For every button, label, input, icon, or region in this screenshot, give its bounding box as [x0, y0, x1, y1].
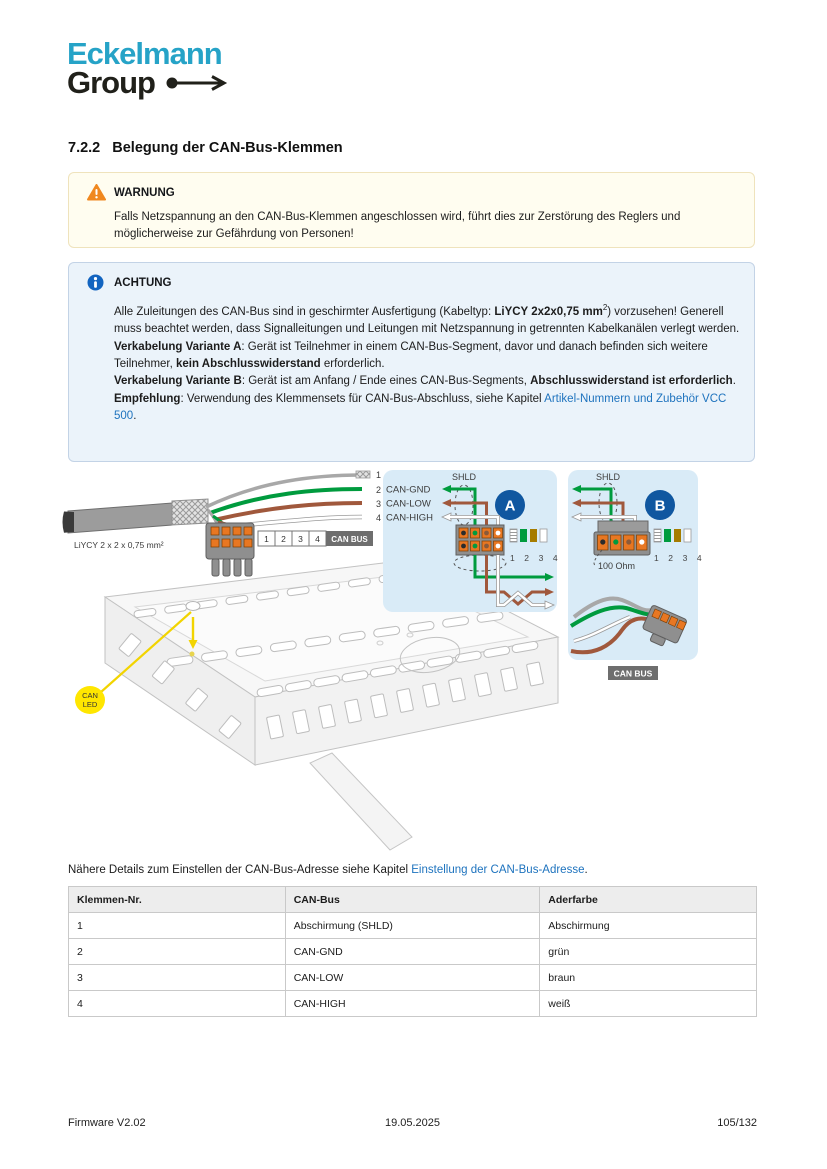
- text-segment: Verkabelung Variante A: [114, 340, 242, 353]
- section-number: 7.2.2: [68, 140, 101, 156]
- logo-word-group: Group: [67, 65, 155, 100]
- can-led-label-1: CAN: [82, 691, 98, 700]
- table-cell: CAN-LOW: [285, 965, 540, 991]
- text-segment: .: [133, 410, 137, 423]
- shld-label-a: SHLD: [451, 472, 477, 482]
- table-cell: braun: [540, 965, 757, 991]
- info-icon: [87, 274, 104, 296]
- cable-type-label: LiYCY 2 x 2 x 0,75 mm²: [74, 540, 164, 550]
- terminal-strip-label: [258, 531, 373, 546]
- table-row: [69, 939, 757, 965]
- wire-number-3: 3: [376, 499, 382, 509]
- wire-label-can-low: CAN-LOW: [386, 498, 431, 510]
- text-segment: : Gerät ist am Anfang / Ende eines CAN-Bus-Segments,: [241, 375, 531, 388]
- can-led-label-2: LED: [82, 700, 98, 709]
- text-segment: erforderlich.: [320, 358, 385, 371]
- wire-number-1: 1: [376, 470, 382, 480]
- table-cell: 4: [69, 991, 286, 1017]
- inline-link[interactable]: Einstellung der CAN-Bus-Adresse: [411, 864, 585, 876]
- legend-numbers-a: 1 2 3 4: [510, 553, 562, 563]
- canbus-address-paragraph: [68, 864, 588, 876]
- footer-firmware: Firmware V2.02: [68, 1117, 146, 1129]
- logo-arrow-icon: [165, 74, 231, 92]
- klemmen-table: [68, 886, 757, 1017]
- warning-title: WARNUNG: [114, 187, 175, 199]
- canbus-wiring-diagram: [60, 465, 770, 870]
- table-header-row: [69, 887, 757, 913]
- strip-cell-1: 1: [264, 534, 269, 544]
- text-segment: kein Abschlusswiderstand: [176, 358, 321, 371]
- page-footer: [68, 1117, 757, 1129]
- table-header-cell: Klemmen-Nr.: [69, 887, 286, 913]
- canbus-label-b: [608, 666, 658, 680]
- table-cell: grün: [540, 939, 757, 965]
- logo-word-eckelmann: Eckelmann: [67, 36, 222, 71]
- table-header-cell: Aderfarbe: [540, 887, 757, 913]
- strip-canbus-label: CAN BUS: [331, 535, 368, 544]
- wire-number-2: 2: [376, 485, 382, 495]
- text-segment: Empfehlung: [114, 392, 181, 405]
- can-plug: [206, 523, 254, 576]
- warning-box: [68, 172, 755, 248]
- text-segment: .: [732, 375, 736, 388]
- section-title: Belegung der CAN-Bus-Klemmen: [112, 140, 343, 156]
- table-cell: weiß: [540, 991, 757, 1017]
- warning-body: Falls Netzspannung an den CAN-Bus-Klemmen angeschlossen wird, führt dies zur Zerstörung des Reglers und möglicherweise zur Gefährdung von Personen!: [114, 211, 681, 241]
- strip-cell-4: 4: [315, 534, 320, 544]
- text-segment: Nähere Details zum Einstellen der CAN-Bus-Adresse siehe Kapitel: [68, 864, 412, 876]
- footer-page-number: 105/132: [717, 1117, 758, 1129]
- table-cell: Abschirmung: [540, 913, 757, 939]
- svg-text:CAN BUS: CAN BUS: [613, 668, 653, 679]
- legend-numbers-b: 1 2 3 4: [654, 553, 706, 563]
- notice-title: ACHTUNG: [114, 277, 172, 289]
- warning-triangle-icon: [87, 184, 106, 206]
- shld-label-b: SHLD: [595, 472, 621, 482]
- text-segment: ) vorzusehen! Generell muss beachtet werden, dass Signalleitungen und Leitungen mit Netzspannung in getrennten Kabelkanälen verlegt werden.: [114, 305, 740, 336]
- table-cell: 1: [69, 913, 286, 939]
- variant-b-letter: B: [654, 497, 666, 515]
- company-logo: [67, 38, 231, 98]
- variant-a-letter: A: [504, 497, 516, 515]
- text-segment: Abschlusswiderstand ist erforderlich: [530, 375, 733, 388]
- wire-number-4: 4: [376, 513, 382, 523]
- strip-cell-3: 3: [298, 534, 303, 544]
- text-segment: LiYCY 2x2x0,75 mm: [494, 305, 603, 318]
- text-segment: Verkabelung Variante B: [114, 375, 242, 388]
- table-cell: CAN-GND: [285, 939, 540, 965]
- table-header-cell: CAN-Bus: [285, 887, 540, 913]
- wire-label-can-gnd: CAN-GND: [386, 484, 431, 496]
- table-cell: 3: [69, 965, 286, 991]
- section-heading: [68, 140, 343, 156]
- notice-box: [68, 262, 755, 462]
- table-cell: CAN-HIGH: [285, 991, 540, 1017]
- inline-link[interactable]: Artikel-Nummern und Zubehör VCC 500: [114, 392, 727, 423]
- strip-cell-2: 2: [281, 534, 286, 544]
- variant-a-panel: [383, 470, 561, 612]
- text-segment: .: [584, 864, 588, 876]
- text-segment: : Verwendung des Klemmensets für CAN-Bus-Abschluss, siehe Kapitel: [180, 392, 545, 405]
- table-row: [69, 991, 757, 1017]
- variant-b-panel: [568, 470, 705, 660]
- text-segment: : Gerät ist Teilnehmer in einem CAN-Bus-Segment, davor und danach befinden sich weitere Teilnehmer,: [114, 340, 708, 371]
- table-row: [69, 913, 757, 939]
- text-segment: 2: [602, 303, 608, 312]
- footer-date: 19.05.2025: [384, 1117, 441, 1129]
- table-row: [69, 965, 757, 991]
- notice-body: [114, 299, 742, 426]
- table-cell: 2: [69, 939, 286, 965]
- text-segment: Alle Zuleitungen des CAN-Bus sind in geschirmter Ausfertigung (Kabeltyp:: [114, 305, 495, 318]
- table-cell: Abschirmung (SHLD): [285, 913, 540, 939]
- wire-label-can-high: CAN-HIGH: [386, 512, 433, 524]
- resistor-label: 100 Ohm: [598, 561, 636, 571]
